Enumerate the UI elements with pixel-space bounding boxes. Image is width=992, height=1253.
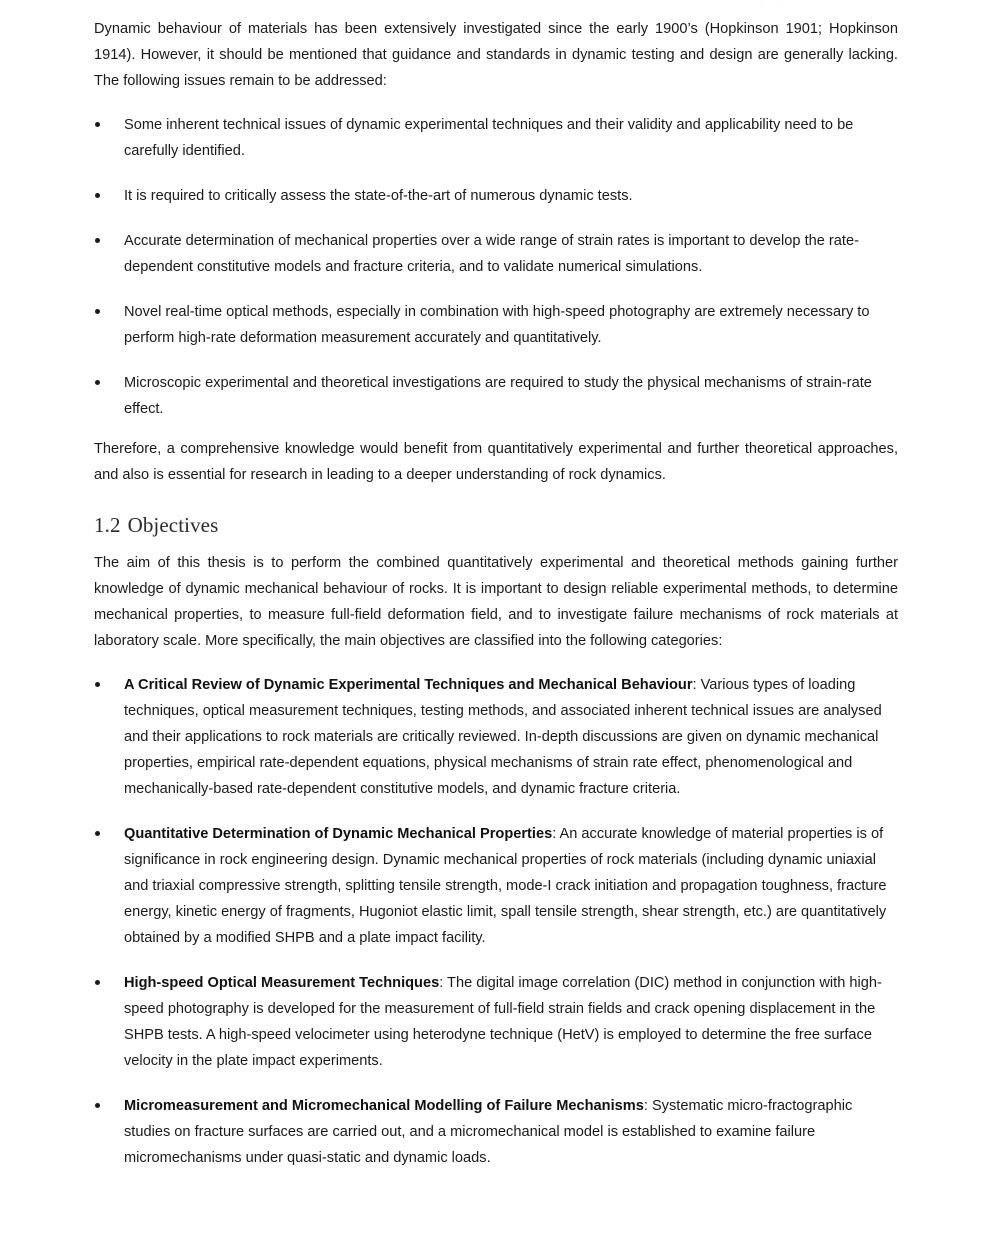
list-item-text (124, 975, 882, 1069)
list-item (94, 228, 898, 280)
list-item (94, 370, 898, 422)
closing-paragraph: Therefore, a comprehensive knowledge would benefit from quantitatively experimental and further theoretical approaches, and also is essential for research in leading to a deeper understanding of rock dynamics. (94, 441, 898, 483)
page-title (94, 510, 898, 540)
bullet-point-icon (95, 980, 100, 985)
list-item (94, 183, 898, 209)
list-item (94, 970, 898, 1074)
list-item-body: : Various types of loading techniques, optical measurement techniques, testing methods, and associated inherent technical issues are analysed and their applications to rock materials are critically reviewed. In-depth discussions are given on dynamic mechanical properties, empirical rate-dependent equations, physical mechanisms of strain rate effect, phenomenological and mechanically-based rate-dependent constitutive models, and dynamic fracture criteria. (124, 677, 882, 797)
list-item-text: Microscopic experimental and theoretical investigations are required to study the physical mechanisms of strain-rate effect. (124, 375, 872, 417)
list-item-lead-in: A Critical Review of Dynamic Experimental Techniques and Mechanical Behaviour (124, 677, 693, 693)
list-item (94, 821, 898, 951)
page-header-remnant: · · (760, 0, 787, 9)
list-item (94, 1093, 898, 1171)
intro-paragraph: Dynamic behaviour of materials has been extensively investigated since the early 1900’s (Hopkinson 1901; Hopkinson 1914). However, it should be mentioned that guidance and standards in dynamic testing and design are generally lacking. The following issues remain to be addressed: (94, 21, 898, 89)
bullet-point-icon (95, 831, 100, 836)
list-item (94, 299, 898, 351)
list-item-body: : The digital image correlation (DIC) method in conjunction with high-speed photography is developed for the measurement of full-field strain fields and crack opening displacement in the SHPB tests. A high-speed velocimeter using heterodyne technique (HetV) is employed to determine the free surface velocity in the plate impact experiments. (124, 975, 882, 1069)
list-item-text (124, 826, 887, 946)
bullet-point-icon (95, 380, 100, 385)
issues-bullet-list (94, 112, 898, 422)
section-title: Objectives (127, 513, 219, 537)
bullet-point-icon (95, 682, 100, 687)
list-item-lead-in: Micromeasurement and Micromechanical Modelling of Failure Mechanisms (124, 1098, 644, 1114)
list-item-body: : An accurate knowledge of material properties is of significance in rock engineering design. Dynamic mechanical properties of rock materials (including dynamic uniaxial and triaxial compressive strength, splitting tensile strength, mode-I crack initiation and propagation toughness, fracture energy, kinetic energy of fragments, Hugoniot elastic limit, spall tensile strength, shear strength, etc.) are quantitatively obtained by a modified SHPB and a plate impact facility. (124, 826, 887, 946)
bullet-point-icon (95, 193, 100, 198)
objectives-paragraph: The aim of this thesis is to perform the combined quantitatively experimental and theoretical methods gaining further knowledge of dynamic mechanical behaviour of rocks. It is important to design reliable experimental methods, to determine mechanical properties, to measure full-field deformation field, and to investigate failure mechanisms of rock materials at laboratory scale. More specifically, the main objectives are classified into the following categories: (94, 555, 898, 649)
list-item-body: : Systematic micro-fractographic studies on fracture surfaces are carried out, and a micromechanical model is established to examine failure micromechanisms under quasi-static and dynamic loads. (124, 1098, 853, 1166)
list-item (94, 672, 898, 802)
paragraph-spacer (94, 422, 898, 436)
list-item-text: Some inherent technical issues of dynamic experimental techniques and their validity and applicability need to be carefully identified. (124, 117, 854, 159)
list-item-lead-in: High-speed Optical Measurement Techniques (124, 975, 440, 991)
section-number: 1.2 (94, 513, 121, 537)
list-item-text (124, 1098, 852, 1166)
list-item-lead-in: Quantitative Determination of Dynamic Mechanical Properties (124, 826, 553, 842)
objectives-bullet-list (94, 672, 898, 1171)
page-content (94, 16, 898, 1171)
list-item (94, 112, 898, 164)
bullet-point-icon (95, 1103, 100, 1108)
list-item-text (124, 677, 882, 797)
list-item-text: Novel real-time optical methods, especially in combination with high-speed photography are extremely necessary to perform high-rate deformation measurement accurately and quantitatively. (124, 304, 870, 346)
bullet-point-icon (95, 309, 100, 314)
bullet-point-icon (95, 122, 100, 127)
bullet-point-icon (95, 238, 100, 243)
list-item-text: Accurate determination of mechanical properties over a wide range of strain rates is important to develop the rate-dependent constitutive models and fracture criteria, and to validate numerical simulations. (124, 233, 859, 275)
list-item-text: It is required to critically assess the state-of-the-art of numerous dynamic tests. (124, 188, 633, 204)
